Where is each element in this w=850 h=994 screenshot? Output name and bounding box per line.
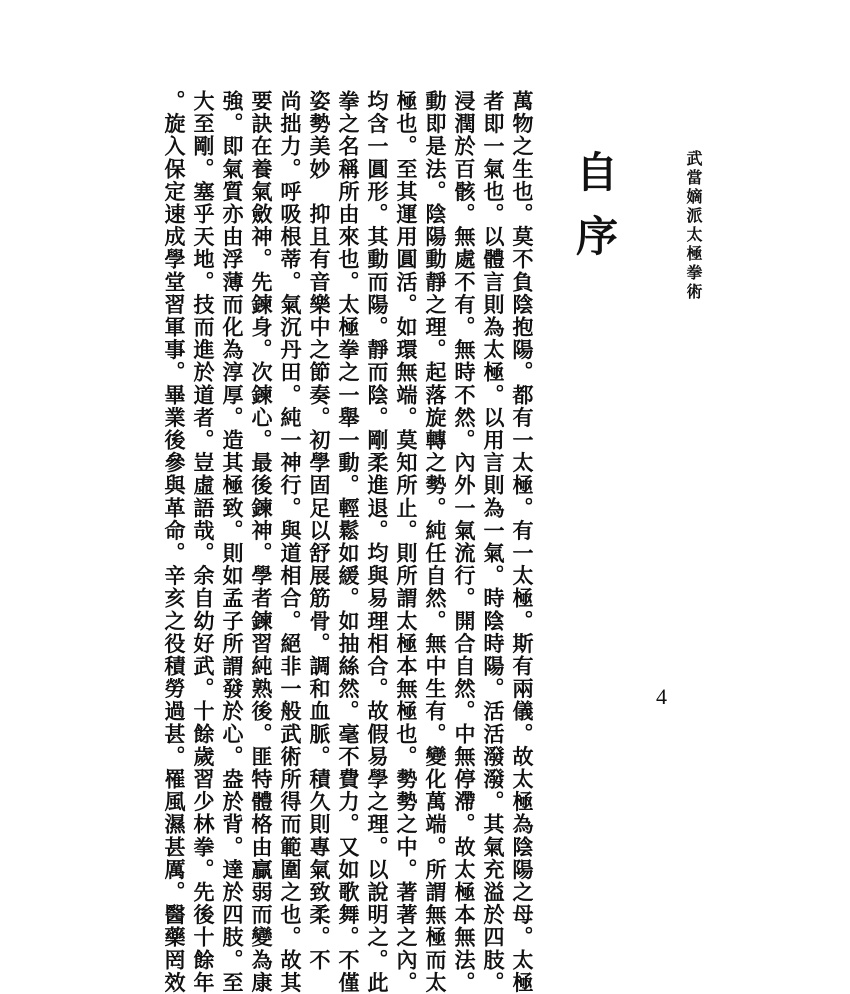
text-column-12: 大至剛。塞乎天地。技而進於道者。豈虛語哉。余自幼好武。十餘歲習少林拳。先後十餘年 — [191, 90, 216, 994]
text-column-5: 極也。至其運用圓活。如環無端。莫知所止。則所謂太極本無極也。勢勢之中。著著之內。 — [394, 90, 419, 994]
text-column-1: 萬物之生也。莫不負陰抱陽。都有一太極。有一太極。斯有兩儀。故太極為陰陽之母。太極 — [510, 90, 535, 994]
text-column-3: 浸潤於百骸。無處不有。無時不然。內外一氣流行。開合自然。中無停滯。故太極本無法。 — [452, 90, 477, 994]
text-column-2: 者即一氣也。以體言則為太極。以用言則為一氣。時陰時陽。活活潑潑。其氣充溢於四肢。 — [481, 90, 506, 994]
text-column-8: 姿勢美妙 抑且有音樂中之節奏。初學固足以舒展筋骨。調和血脈。積久則專氣致柔。不 — [307, 90, 332, 972]
text-column-9: 尚拙力。呼吸根蒂。氣沉丹田。純一神行。與道相合。絕非一般武術所得而範圍之也。故其 — [278, 90, 303, 994]
text-column-4: 動即是法。陰陽動靜之理。起落旋轉之勢。純任自然。無中生有。變化萬端。所謂無極而太 — [423, 90, 448, 994]
running-title: 武當嫡派太極拳術 — [684, 150, 703, 302]
page-heading: 自序 — [570, 150, 619, 278]
text-column-10: 要訣在養氣斂神。先鍊身。次鍊心。最後鍊神。學者鍊習純熟後。匪特體格由贏弱而變為康 — [249, 90, 274, 994]
page-number: 4 — [656, 684, 667, 709]
text-column-7: 拳之名稱所由來也。太極拳之一舉一動。輕鬆如緩。如抽絲然。毫不費力。又如歌舞。不僅 — [336, 90, 361, 994]
text-column-13: 。旋入保定速成學堂習軍事。畢業後參與革命。辛亥之役積勞過甚。罹風濕甚厲。醫藥罔效 — [162, 90, 187, 994]
text-column-11: 強。即氣質亦由浮薄而化為淳厚。造其極致。則如孟子所謂發於心。盎於背。達於四肢。至 — [220, 90, 245, 994]
text-column-6: 均含一圓形。其動而陽。靜而陰。剛柔進退。均與易理相合。故假易學之理。以說明之。此 — [365, 90, 390, 994]
